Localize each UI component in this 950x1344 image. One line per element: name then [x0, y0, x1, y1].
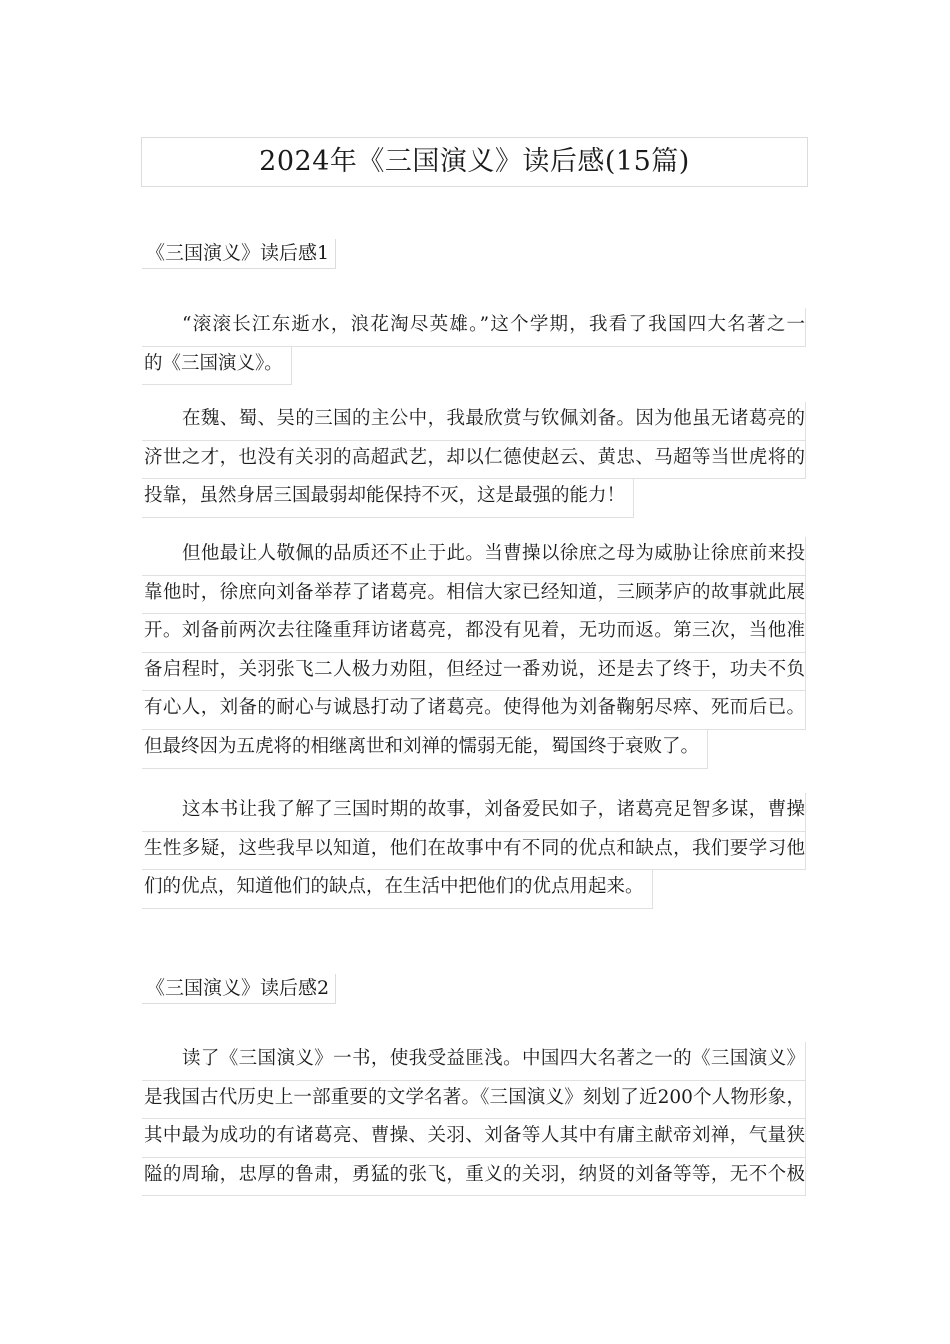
text-line: “滚滚长江东逝水，浪花淘尽英雄。”这个学期，我看了我国四大名著之一	[142, 308, 806, 347]
text-line: 备启程时，关羽张飞二人极力劝阻，但经过一番劝说，还是去了终于，功夫不负	[142, 653, 806, 692]
text-line: 有心人，刘备的耐心与诚恳打动了诸葛亮。使得他为刘备鞠躬尽瘁、死而后已。	[142, 691, 806, 730]
paragraph	[142, 1042, 806, 1196]
document-title: 2024年《三国演义》读后感(15篇)	[141, 137, 808, 187]
text-line: 济世之才，也没有关羽的高超武艺，却以仁德使赵云、黄忠、马超等当世虎将的	[142, 441, 806, 480]
text-line: 但最终因为五虎将的相继离世和刘禅的懦弱无能，蜀国终于衰败了。	[142, 730, 708, 769]
paragraph	[142, 537, 806, 769]
text-line: 开。刘备前两次去往隆重拜访诸葛亮，都没有见着，无功而返。第三次，当他准	[142, 614, 806, 653]
text-line: 其中最为成功的有诸葛亮、曹操、关羽、刘备等人其中有庸主献帝刘禅，气量狭	[142, 1119, 806, 1158]
paragraph	[142, 402, 806, 518]
text-line: 在魏、蜀、吴的三国的主公中，我最欣赏与钦佩刘备。因为他虽无诸葛亮的	[142, 402, 806, 441]
text-line: 投靠，虽然身居三国最弱却能保持不灭，这是最强的能力！	[142, 479, 634, 518]
text-line: 的《三国演义》。	[142, 347, 292, 386]
paragraph	[142, 308, 806, 385]
text-line: 读了《三国演义》一书，使我受益匪浅。中国四大名著之一的《三国演义》	[142, 1042, 806, 1081]
section-heading-1: 《三国演义》读后感1	[142, 239, 336, 269]
text-line: 生性多疑，这些我早以知道，他们在故事中有不同的优点和缺点，我们要学习他	[142, 832, 806, 871]
section-heading-2: 《三国演义》读后感2	[142, 974, 336, 1004]
text-line: 但他最让人敬佩的品质还不止于此。当曹操以徐庶之母为威胁让徐庶前来投	[142, 537, 806, 576]
text-line: 们的优点，知道他们的缺点，在生活中把他们的优点用起来。	[142, 870, 653, 909]
text-line: 这本书让我了解了三国时期的故事，刘备爱民如子，诸葛亮足智多谋，曹操	[142, 793, 806, 832]
paragraph	[142, 793, 806, 909]
text-line: 靠他时，徐庶向刘备举荐了诸葛亮。相信大家已经知道，三顾茅庐的故事就此展	[142, 576, 806, 615]
text-line: 隘的周瑜，忠厚的鲁肃，勇猛的张飞，重义的关羽，纳贤的刘备等等，无不个极	[142, 1158, 806, 1197]
text-line: 是我国古代历史上一部重要的文学名著。《三国演义》刻划了近200个人物形象，	[142, 1081, 806, 1120]
